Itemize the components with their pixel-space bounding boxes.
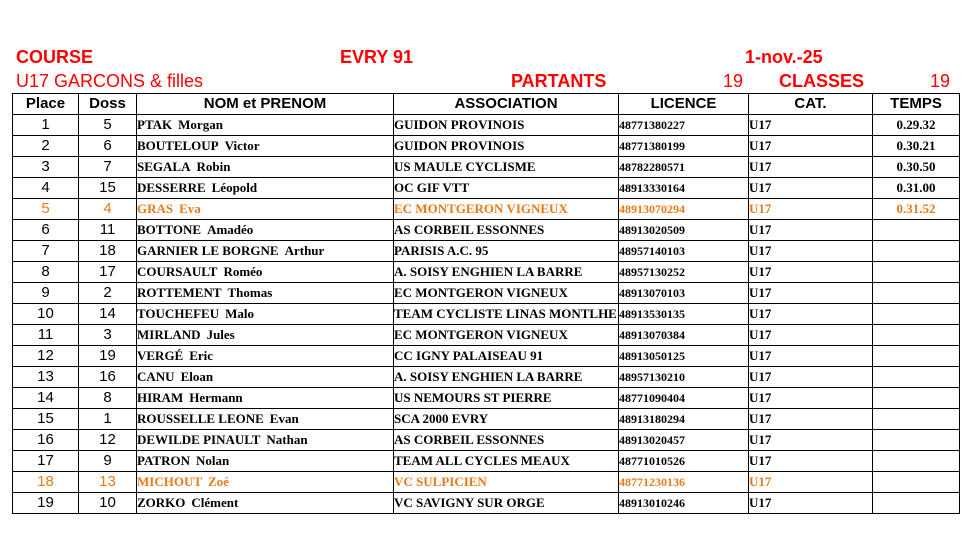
table-row: [13, 136, 960, 157]
licence-cell: 48913020509: [619, 220, 749, 241]
doss-cell: 9: [79, 451, 137, 472]
category-cell: U17: [749, 157, 873, 178]
last-name: PATRON: [137, 453, 190, 468]
partants-count: 19: [723, 71, 744, 91]
last-name: HIRAM: [137, 390, 184, 405]
doss-cell: 2: [79, 283, 137, 304]
table-row: [13, 451, 960, 472]
time-cell: [873, 346, 960, 367]
course-label: COURSE: [16, 47, 94, 67]
time-cell: [873, 388, 960, 409]
category-cell: U17: [749, 136, 873, 157]
time-cell: [873, 430, 960, 451]
doss-cell: 5: [79, 115, 137, 136]
col-header-association: ASSOCIATION: [394, 94, 619, 115]
last-name: VERGÉ: [137, 348, 184, 363]
table-row: [13, 493, 960, 514]
name-cell: [137, 430, 394, 451]
place-cell: 2: [13, 136, 79, 157]
association-cell: OC GIF VTT: [394, 178, 619, 199]
category-cell: U17: [749, 199, 873, 220]
time-cell: [873, 367, 960, 388]
doss-cell: 1: [79, 409, 137, 430]
name-cell: [137, 262, 394, 283]
doss-cell: 15: [79, 178, 137, 199]
category-cell: U17: [749, 241, 873, 262]
name-cell: [137, 178, 394, 199]
category-cell: U17: [749, 115, 873, 136]
association-cell: EC MONTGERON VIGNEUX: [394, 199, 619, 220]
col-header-licence: LICENCE: [619, 94, 749, 115]
doss-cell: 4: [79, 199, 137, 220]
category-cell: U17: [749, 388, 873, 409]
licence-cell: 48913070384: [619, 325, 749, 346]
col-header-time: TEMPS: [873, 94, 960, 115]
table-row: [13, 325, 960, 346]
last-name: TOUCHEFEU: [137, 306, 220, 321]
time-cell: [873, 493, 960, 514]
category-cell: U17: [749, 430, 873, 451]
licence-cell: 48771090404: [619, 388, 749, 409]
doss-cell: 17: [79, 262, 137, 283]
association-cell: VC SAVIGNY SUR ORGE: [394, 493, 619, 514]
place-cell: 7: [13, 241, 79, 262]
time-cell: [873, 472, 960, 493]
category-cell: U17: [749, 325, 873, 346]
col-header-category: CAT.: [749, 94, 873, 115]
time-cell: [873, 325, 960, 346]
association-cell: SCA 2000 EVRY: [394, 409, 619, 430]
time-cell: [873, 241, 960, 262]
col-header-place: Place: [13, 94, 79, 115]
first-name: Clément: [191, 495, 239, 510]
association-cell: A. SOISY ENGHIEN LA BARRE: [394, 367, 619, 388]
doss-cell: 19: [79, 346, 137, 367]
category-cell: U17: [749, 451, 873, 472]
place-cell: 14: [13, 388, 79, 409]
association-cell: VC SULPICIEN: [394, 472, 619, 493]
licence-cell: 48913010246: [619, 493, 749, 514]
last-name: MICHOUT: [137, 474, 202, 489]
first-name: Zoé: [208, 474, 229, 489]
first-name: Evan: [269, 411, 299, 426]
event-name: EVRY 91: [340, 47, 414, 67]
table-row: [13, 241, 960, 262]
last-name: SEGALA: [137, 159, 191, 174]
association-cell: US NEMOURS ST PIERRE: [394, 388, 619, 409]
licence-cell: 48913180294: [619, 409, 749, 430]
table-row: [13, 346, 960, 367]
name-cell: [137, 304, 394, 325]
time-cell: [873, 220, 960, 241]
doss-cell: 13: [79, 472, 137, 493]
place-cell: 8: [13, 262, 79, 283]
association-cell: CC IGNY PALAISEAU 91: [394, 346, 619, 367]
category-cell: U17: [749, 262, 873, 283]
classes-count: 19: [930, 71, 951, 91]
name-cell: [137, 367, 394, 388]
table-row: [13, 220, 960, 241]
first-name: Amadéo: [207, 222, 254, 237]
licence-cell: 48771010526: [619, 451, 749, 472]
place-cell: 19: [13, 493, 79, 514]
name-cell: [137, 472, 394, 493]
doss-cell: 12: [79, 430, 137, 451]
table-row: [13, 304, 960, 325]
table-row: [13, 388, 960, 409]
name-cell: [137, 388, 394, 409]
time-cell: 0.31.00: [873, 178, 960, 199]
category-cell: U17: [749, 472, 873, 493]
doss-cell: 16: [79, 367, 137, 388]
time-cell: 0.29.32: [873, 115, 960, 136]
last-name: ZORKO: [137, 495, 186, 510]
licence-cell: 48913070103: [619, 283, 749, 304]
name-cell: [137, 451, 394, 472]
last-name: DEWILDE PINAULT: [137, 432, 261, 447]
licence-cell: 48913330164: [619, 178, 749, 199]
table-header-row: [13, 94, 960, 115]
association-cell: TEAM CYCLISTE LINAS MONTLHE: [394, 304, 619, 325]
col-header-name: NOM et PRENOM: [137, 94, 394, 115]
name-cell: [137, 325, 394, 346]
category-cell: U17: [749, 493, 873, 514]
licence-cell: 48771380227: [619, 115, 749, 136]
place-cell: 18: [13, 472, 79, 493]
first-name: Eric: [189, 348, 214, 363]
partants-label: PARTANTS: [511, 71, 607, 91]
time-cell: 0.31.52: [873, 199, 960, 220]
table-row: [13, 115, 960, 136]
first-name: Nathan: [266, 432, 308, 447]
place-cell: 12: [13, 346, 79, 367]
licence-cell: 48782280571: [619, 157, 749, 178]
place-cell: 11: [13, 325, 79, 346]
results-table: [12, 93, 960, 514]
first-name: Arthur: [284, 243, 325, 258]
last-name: BOUTELOUP: [137, 138, 219, 153]
association-cell: US MAULE CYCLISME: [394, 157, 619, 178]
name-cell: [137, 115, 394, 136]
last-name: GARNIER LE BORGNE: [137, 243, 279, 258]
table-row: [13, 367, 960, 388]
place-cell: 15: [13, 409, 79, 430]
licence-cell: 48771380199: [619, 136, 749, 157]
doss-cell: 18: [79, 241, 137, 262]
table-row: [13, 262, 960, 283]
place-cell: 16: [13, 430, 79, 451]
last-name: GRAS: [137, 201, 174, 216]
association-cell: AS CORBEIL ESSONNES: [394, 220, 619, 241]
first-name: Morgan: [178, 117, 223, 132]
licence-cell: 48957140103: [619, 241, 749, 262]
first-name: Victor: [224, 138, 260, 153]
place-cell: 17: [13, 451, 79, 472]
name-cell: [137, 283, 394, 304]
time-cell: 0.30.21: [873, 136, 960, 157]
last-name: DESSERRE: [137, 180, 206, 195]
table-row: [13, 409, 960, 430]
association-cell: EC MONTGERON VIGNEUX: [394, 325, 619, 346]
category-cell: U17: [749, 220, 873, 241]
table-row: [13, 157, 960, 178]
category-cell: U17: [749, 367, 873, 388]
place-cell: 4: [13, 178, 79, 199]
name-cell: [137, 493, 394, 514]
category-cell: U17: [749, 346, 873, 367]
association-cell: GUIDON PROVINOIS: [394, 136, 619, 157]
first-name: Malo: [225, 306, 254, 321]
time-cell: [873, 262, 960, 283]
association-cell: PARISIS A.C. 95: [394, 241, 619, 262]
table-row: [13, 430, 960, 451]
place-cell: 13: [13, 367, 79, 388]
licence-cell: 48957130252: [619, 262, 749, 283]
licence-cell: 48913070294: [619, 199, 749, 220]
name-cell: [137, 241, 394, 262]
first-name: Eva: [179, 201, 201, 216]
category-title: U17 GARCONS & filles: [16, 71, 204, 91]
place-cell: 10: [13, 304, 79, 325]
doss-cell: 3: [79, 325, 137, 346]
place-cell: 3: [13, 157, 79, 178]
classes-label: CLASSES: [779, 71, 865, 91]
category-cell: U17: [749, 409, 873, 430]
first-name: Robin: [196, 159, 231, 174]
time-cell: [873, 451, 960, 472]
first-name: Jules: [206, 327, 235, 342]
name-cell: [137, 157, 394, 178]
licence-cell: 48913050125: [619, 346, 749, 367]
first-name: Roméo: [223, 264, 263, 279]
licence-cell: 48913020457: [619, 430, 749, 451]
time-cell: [873, 304, 960, 325]
first-name: Nolan: [195, 453, 230, 468]
last-name: MIRLAND: [137, 327, 201, 342]
place-cell: 5: [13, 199, 79, 220]
last-name: BOTTONE: [137, 222, 202, 237]
table-row: [13, 472, 960, 493]
first-name: Eloan: [180, 369, 214, 384]
doss-cell: 7: [79, 157, 137, 178]
table-row: [13, 283, 960, 304]
category-cell: U17: [749, 283, 873, 304]
col-header-doss: Doss: [79, 94, 137, 115]
time-cell: [873, 409, 960, 430]
category-cell: U17: [749, 304, 873, 325]
time-cell: 0.30.50: [873, 157, 960, 178]
last-name: CANU: [137, 369, 175, 384]
last-name: PTAK: [137, 117, 173, 132]
last-name: COURSAULT: [137, 264, 218, 279]
doss-cell: 10: [79, 493, 137, 514]
association-cell: A. SOISY ENGHIEN LA BARRE: [394, 262, 619, 283]
time-cell: [873, 283, 960, 304]
last-name: ROTTEMENT: [137, 285, 222, 300]
association-cell: GUIDON PROVINOIS: [394, 115, 619, 136]
last-name: ROUSSELLE LEONE: [137, 411, 264, 426]
doss-cell: 11: [79, 220, 137, 241]
doss-cell: 14: [79, 304, 137, 325]
name-cell: [137, 199, 394, 220]
name-cell: [137, 136, 394, 157]
name-cell: [137, 409, 394, 430]
place-cell: 6: [13, 220, 79, 241]
doss-cell: 8: [79, 388, 137, 409]
first-name: Thomas: [227, 285, 273, 300]
licence-cell: 48771230136: [619, 472, 749, 493]
first-name: Hermann: [189, 390, 243, 405]
licence-cell: 48913530135: [619, 304, 749, 325]
place-cell: 1: [13, 115, 79, 136]
association-cell: EC MONTGERON VIGNEUX: [394, 283, 619, 304]
first-name: Léopold: [211, 180, 258, 195]
place-cell: 9: [13, 283, 79, 304]
association-cell: TEAM ALL CYCLES MEAUX: [394, 451, 619, 472]
name-cell: [137, 220, 394, 241]
name-cell: [137, 346, 394, 367]
table-row: [13, 199, 960, 220]
association-cell: AS CORBEIL ESSONNES: [394, 430, 619, 451]
category-cell: U17: [749, 178, 873, 199]
event-date: 1-nov.-25: [745, 47, 823, 67]
table-row: [13, 178, 960, 199]
doss-cell: 6: [79, 136, 137, 157]
licence-cell: 48957130210: [619, 367, 749, 388]
